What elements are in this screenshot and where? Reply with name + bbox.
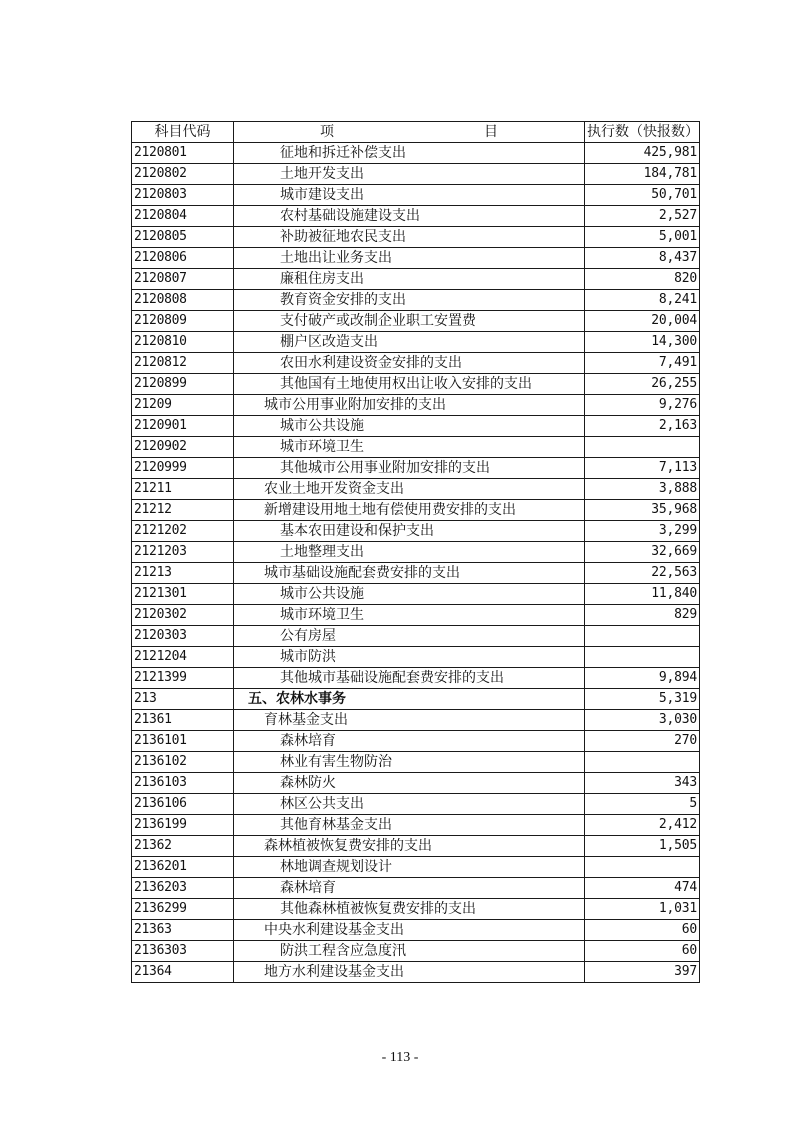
row-amount: 2,527 (585, 206, 700, 227)
row-amount: 5,001 (585, 227, 700, 248)
row-amount: 22,563 (585, 563, 700, 584)
row-code: 2136102 (132, 752, 234, 773)
table-row (132, 227, 700, 248)
table-row (132, 878, 700, 899)
table-row (132, 500, 700, 521)
row-item: 基本农田建设和保护支出 (234, 521, 585, 542)
row-item: 城市公共设施 (234, 416, 585, 437)
row-item: 林地调查规划设计 (234, 857, 585, 878)
header-item-second: 目 (484, 124, 498, 140)
row-item: 森林防火 (234, 773, 585, 794)
row-amount (585, 437, 700, 458)
table-row (132, 185, 700, 206)
table-row (132, 416, 700, 437)
row-amount: 60 (585, 920, 700, 941)
table-row (132, 311, 700, 332)
row-amount: 5,319 (585, 689, 700, 710)
row-code: 2120899 (132, 374, 234, 395)
table-row (132, 731, 700, 752)
row-amount: 32,669 (585, 542, 700, 563)
row-amount: 9,276 (585, 395, 700, 416)
row-amount: 474 (585, 878, 700, 899)
row-code: 2120302 (132, 605, 234, 626)
row-code: 21212 (132, 500, 234, 521)
row-amount (585, 647, 700, 668)
table-row (132, 626, 700, 647)
row-amount: 425,981 (585, 143, 700, 164)
row-amount (585, 752, 700, 773)
row-item: 森林培育 (234, 878, 585, 899)
table-header-row (132, 122, 700, 143)
row-code: 2121202 (132, 521, 234, 542)
row-item: 补助被征地农民支出 (234, 227, 585, 248)
row-amount: 14,300 (585, 332, 700, 353)
table-row (132, 458, 700, 479)
row-amount: 270 (585, 731, 700, 752)
header-code: 科目代码 (132, 122, 234, 143)
table-row (132, 521, 700, 542)
row-amount: 1,031 (585, 899, 700, 920)
page-number: - 113 - (381, 1050, 419, 1065)
row-code: 21211 (132, 479, 234, 500)
row-item: 其他森林植被恢复费安排的支出 (234, 899, 585, 920)
table-body (132, 143, 700, 983)
table-row (132, 647, 700, 668)
row-item: 农田水利建设资金安排的支出 (234, 353, 585, 374)
row-code: 2120303 (132, 626, 234, 647)
row-item: 新增建设用地土地有偿使用费安排的支出 (234, 500, 585, 521)
row-amount: 8,241 (585, 290, 700, 311)
row-amount: 26,255 (585, 374, 700, 395)
row-amount: 7,113 (585, 458, 700, 479)
table-row (132, 248, 700, 269)
table-row (132, 794, 700, 815)
row-item: 地方水利建设基金支出 (234, 962, 585, 983)
table-row (132, 479, 700, 500)
row-item: 中央水利建设基金支出 (234, 920, 585, 941)
row-amount: 9,894 (585, 668, 700, 689)
header-item (234, 122, 585, 143)
row-code: 2120810 (132, 332, 234, 353)
row-item: 农业土地开发资金支出 (234, 479, 585, 500)
row-code: 2120902 (132, 437, 234, 458)
row-item: 教育资金安排的支出 (234, 290, 585, 311)
row-code: 2120805 (132, 227, 234, 248)
row-code: 2120802 (132, 164, 234, 185)
header-item-first: 项 (320, 124, 334, 140)
row-code: 2120801 (132, 143, 234, 164)
row-item: 城市基础设施配套费安排的支出 (234, 563, 585, 584)
row-amount: 1,505 (585, 836, 700, 857)
table-row (132, 752, 700, 773)
row-amount: 184,781 (585, 164, 700, 185)
table-row (132, 353, 700, 374)
row-item: 棚户区改造支出 (234, 332, 585, 353)
row-amount: 3,299 (585, 521, 700, 542)
row-code: 2120806 (132, 248, 234, 269)
table-row (132, 710, 700, 731)
row-item: 城市环境卫生 (234, 437, 585, 458)
row-amount: 829 (585, 605, 700, 626)
row-item: 公有房屋 (234, 626, 585, 647)
row-item: 农村基础设施建设支出 (234, 206, 585, 227)
row-item: 城市公共设施 (234, 584, 585, 605)
row-amount: 820 (585, 269, 700, 290)
row-amount (585, 857, 700, 878)
row-code: 2136106 (132, 794, 234, 815)
row-item: 五、农林水事务 (234, 689, 585, 710)
table-row (132, 920, 700, 941)
row-amount: 2,412 (585, 815, 700, 836)
table-row (132, 395, 700, 416)
row-amount: 35,968 (585, 500, 700, 521)
row-amount: 3,888 (585, 479, 700, 500)
row-code: 2121203 (132, 542, 234, 563)
row-amount: 397 (585, 962, 700, 983)
table-row (132, 815, 700, 836)
row-item: 城市建设支出 (234, 185, 585, 206)
table-row (132, 164, 700, 185)
row-code: 21213 (132, 563, 234, 584)
row-item: 城市环境卫生 (234, 605, 585, 626)
table-row (132, 668, 700, 689)
row-item: 林业有害生物防治 (234, 752, 585, 773)
table-row (132, 374, 700, 395)
row-amount: 20,004 (585, 311, 700, 332)
row-code: 213 (132, 689, 234, 710)
row-code: 2120803 (132, 185, 234, 206)
row-code: 2120804 (132, 206, 234, 227)
row-item: 廉租住房支出 (234, 269, 585, 290)
row-code: 2136299 (132, 899, 234, 920)
row-code: 2121204 (132, 647, 234, 668)
row-item: 其他育林基金支出 (234, 815, 585, 836)
row-code: 2121399 (132, 668, 234, 689)
row-amount: 50,701 (585, 185, 700, 206)
row-amount: 2,163 (585, 416, 700, 437)
row-code: 21364 (132, 962, 234, 983)
row-amount: 60 (585, 941, 700, 962)
row-item: 其他国有土地使用权出让收入安排的支出 (234, 374, 585, 395)
row-item: 防洪工程含应急度汛 (234, 941, 585, 962)
table-row (132, 857, 700, 878)
row-amount: 5 (585, 794, 700, 815)
table-row (132, 941, 700, 962)
row-code: 21361 (132, 710, 234, 731)
table-row (132, 962, 700, 983)
row-item: 土地整理支出 (234, 542, 585, 563)
row-code: 2120812 (132, 353, 234, 374)
row-amount: 3,030 (585, 710, 700, 731)
table-row (132, 836, 700, 857)
table-row (132, 689, 700, 710)
row-code: 2120999 (132, 458, 234, 479)
row-item: 林区公共支出 (234, 794, 585, 815)
row-amount: 7,491 (585, 353, 700, 374)
row-item: 森林培育 (234, 731, 585, 752)
row-code: 2136201 (132, 857, 234, 878)
row-amount: 11,840 (585, 584, 700, 605)
row-item: 城市公用事业附加安排的支出 (234, 395, 585, 416)
table-row (132, 269, 700, 290)
row-item: 土地出让业务支出 (234, 248, 585, 269)
row-amount: 8,437 (585, 248, 700, 269)
row-code: 2120807 (132, 269, 234, 290)
table-row (132, 437, 700, 458)
row-item: 城市防洪 (234, 647, 585, 668)
row-code: 2120809 (132, 311, 234, 332)
table-row (132, 206, 700, 227)
row-item: 其他城市基础设施配套费安排的支出 (234, 668, 585, 689)
header-amount: 执行数（快报数） (585, 122, 700, 143)
row-item: 育林基金支出 (234, 710, 585, 731)
row-item: 森林植被恢复费安排的支出 (234, 836, 585, 857)
row-item: 土地开发支出 (234, 164, 585, 185)
row-code: 21209 (132, 395, 234, 416)
row-code: 21362 (132, 836, 234, 857)
row-item: 征地和拆迁补偿支出 (234, 143, 585, 164)
row-amount: 343 (585, 773, 700, 794)
table-row (132, 332, 700, 353)
row-item: 其他城市公用事业附加安排的支出 (234, 458, 585, 479)
row-code: 2120808 (132, 290, 234, 311)
row-code: 2136203 (132, 878, 234, 899)
table-row (132, 899, 700, 920)
table-row (132, 290, 700, 311)
table-row (132, 542, 700, 563)
table-row (132, 143, 700, 164)
table-row (132, 605, 700, 626)
row-code: 2121301 (132, 584, 234, 605)
row-code: 2136103 (132, 773, 234, 794)
row-code: 21363 (132, 920, 234, 941)
table-row (132, 584, 700, 605)
table-row (132, 563, 700, 584)
row-amount (585, 626, 700, 647)
table-row (132, 773, 700, 794)
row-code: 2120901 (132, 416, 234, 437)
row-code: 2136303 (132, 941, 234, 962)
row-code: 2136101 (132, 731, 234, 752)
budget-table (131, 121, 700, 983)
row-item: 支付破产或改制企业职工安置费 (234, 311, 585, 332)
row-code: 2136199 (132, 815, 234, 836)
